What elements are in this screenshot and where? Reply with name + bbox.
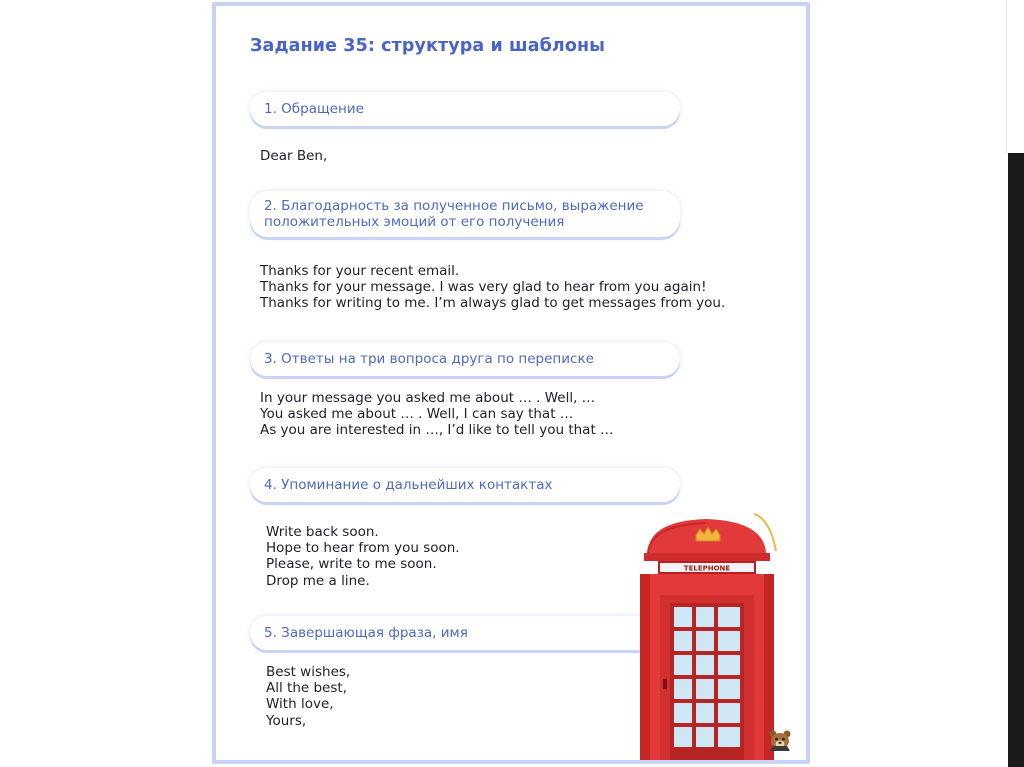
scrollbar-track[interactable] [1008, 153, 1024, 767]
section-5-line-1: Best wishes, [266, 664, 351, 680]
section-1-line-1: Dear Ben, [260, 148, 328, 164]
section-body-3 [260, 390, 614, 439]
telephone-booth-icon [636, 511, 796, 764]
bear-logo-icon [767, 729, 793, 753]
section-5-line-3: With love, [266, 696, 334, 713]
section-2-line-1: Thanks for your recent email. [260, 263, 460, 279]
section-4-line-1: Write back soon. [266, 524, 379, 540]
section-heading-2-line-1: 2. Благодарность за полученное письмо, выражение [264, 198, 644, 214]
section-heading-3-text: 3. Ответы на три вопроса друга по переписке [264, 351, 594, 367]
section-heading-1 [250, 92, 680, 126]
section-4-line-4: Drop me a line. [266, 572, 370, 589]
section-2-line-3: Thanks for writing to me. I’m always glad to get messages from you. [260, 295, 726, 312]
worksheet-card [212, 2, 810, 764]
section-5-line-4: Yours, [266, 712, 307, 729]
section-3-line-2: You asked me about … . Well, I can say that … [260, 406, 574, 423]
section-heading-5 [250, 616, 680, 650]
section-body-5 [266, 664, 350, 729]
section-heading-3 [250, 342, 680, 376]
page-title: Задание 35: структура и шаблоны [250, 36, 606, 56]
section-4-line-2: Hope to hear from you soon. [266, 540, 460, 557]
section-3-line-1: In your message you asked me about … . Well, … [260, 390, 596, 406]
section-heading-5-text: 5. Завершающая фраза, имя [264, 625, 468, 641]
section-heading-2 [250, 191, 680, 237]
section-heading-4 [250, 468, 680, 502]
section-2-line-2: Thanks for your message. I was very glad to hear from you again! [260, 279, 707, 296]
section-heading-1-text: 1. Обращение [264, 101, 364, 117]
window-edge-line [1006, 0, 1007, 153]
section-body-2 [260, 263, 725, 312]
section-heading-2-line-2: положительных эмоций от его получения [264, 214, 565, 230]
section-3-line-3: As you are interested in …, I’d like to tell you that … [260, 422, 614, 439]
booth-sign-text: TELEPHONE [683, 564, 731, 573]
section-heading-4-text: 4. Упоминание о дальнейших контактах [264, 477, 553, 493]
section-4-line-3: Please, write to me soon. [266, 556, 437, 573]
section-body-4 [266, 524, 460, 589]
section-body-1 [260, 148, 327, 164]
section-5-line-2: All the best, [266, 680, 347, 697]
